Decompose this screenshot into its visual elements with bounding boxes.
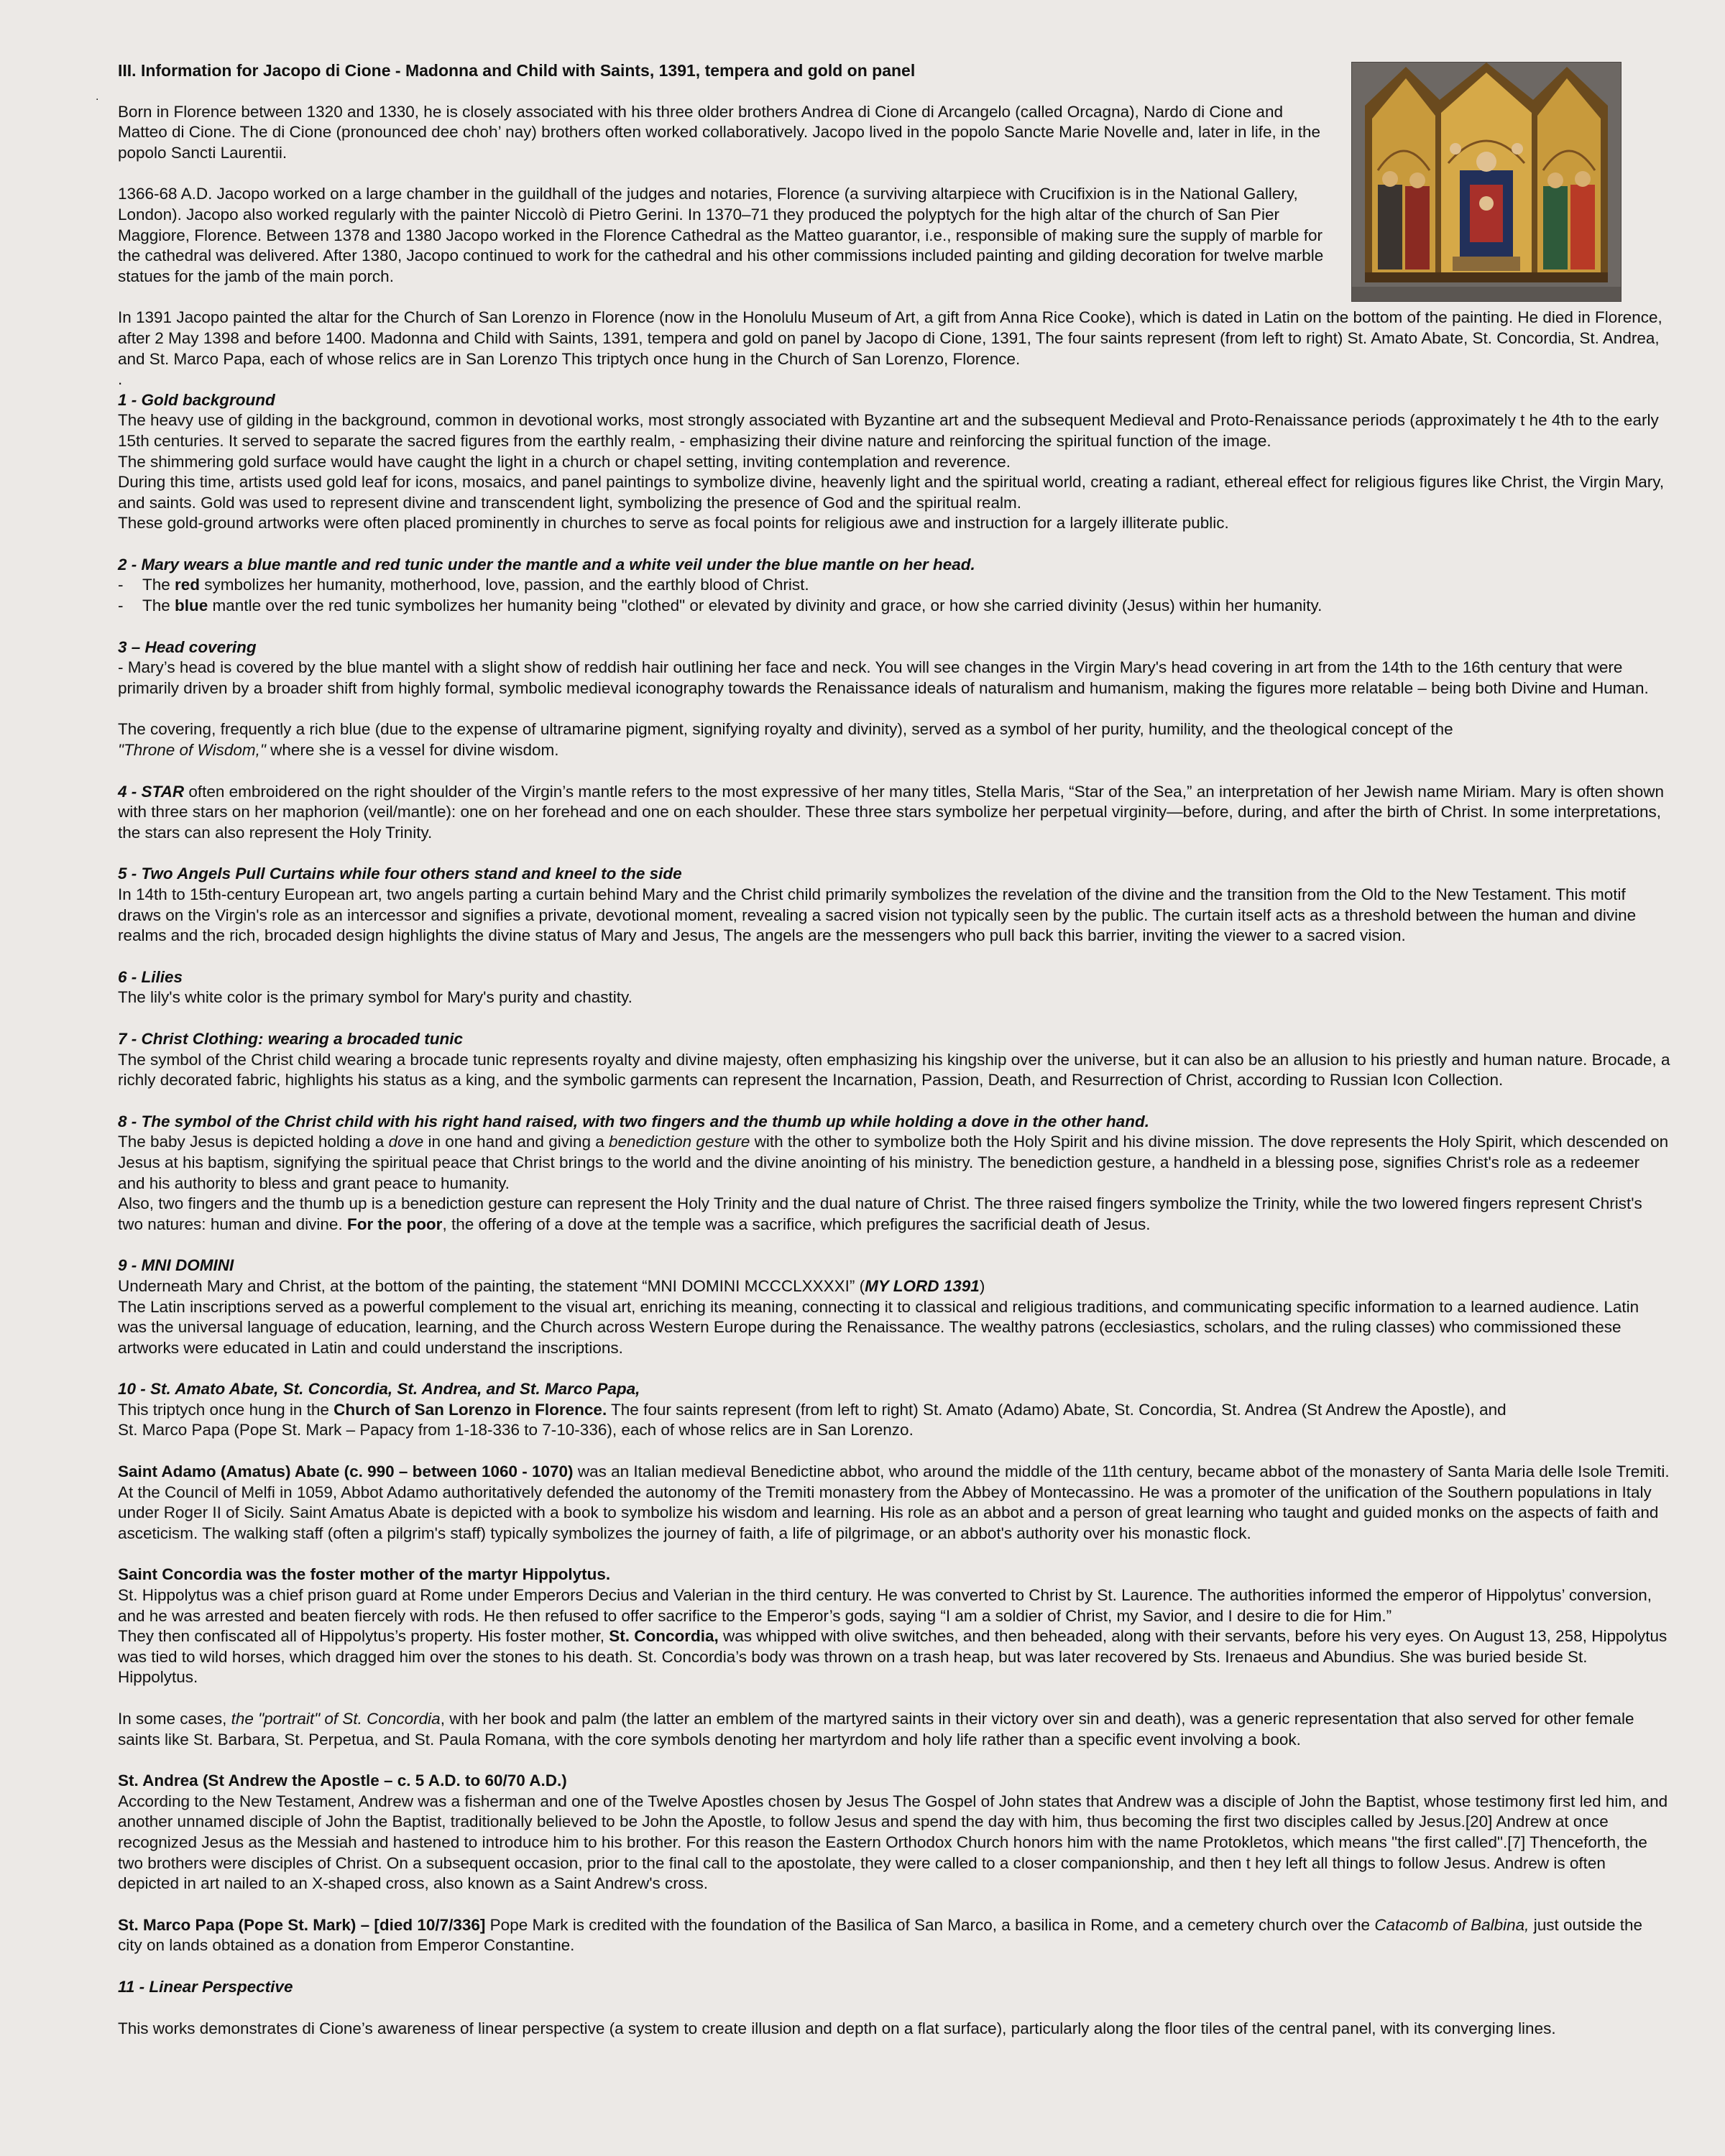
saint-adamo-paragraph: Saint Adamo (Amatus) Abate (c. 990 – between 1060 - 1070) was an Italian medieval Benedictine abbot, who around the middle of the 11th century, became abbot of the monastery of Santa Maria delle Isole Tremiti. At the Council of Melfi in 1059, Abbot Adamo authoritatively defended the autonomy of the Tremiti monastery from the Abbey of Montecassino. He was a promoter of the unification of the Southern populations in Italy under Roger II of Sicily. Saint Amatus Abate is depicted with a book to symbolize his wisdom and learning. His role as an abbot and a person of great learning who taught and guided monks on the aspects of faith and asceticism. The walking staff (often a pilgrim's staff) typically symbolizes the journey of faith, a life of pilgrimage, or an abbot's authority over his monastic flock. bbox=[118, 1462, 1670, 1542]
saint-concordia-heading: Saint Concordia was the foster mother of the martyr Hippolytus. bbox=[118, 1565, 611, 1584]
section-4-heading: 4 - STAR bbox=[118, 782, 185, 801]
list-dash: - bbox=[118, 596, 124, 615]
section-11-heading: 11 - Linear Perspective bbox=[118, 1977, 293, 1996]
section-10-text: St. Marco Papa (Pope St. Mark – Papacy from 1-18-336 to 7-10-336), each of whose relics are in San Lorenzo. bbox=[118, 1421, 914, 1439]
section-6-heading: 6 - Lilies bbox=[118, 967, 183, 986]
section-5-heading: 5 - Two Angels Pull Curtains while four others stand and kneel to the side bbox=[118, 865, 682, 883]
section-1-text: During this time, artists used gold leaf for icons, mosaics, and panel paintings to symbolize divine, heavenly light and the spiritual world, creating a radiant, ethereal effect for religious figures like Christ, the Virgin Mary, and saints. Gold was used to represent divine and transcendent light, symbolizing the presence of God and the spiritual realm. bbox=[118, 473, 1665, 512]
saint-concordia-text: In some cases, the "portrait" of St. Concordia, with her book and palm (the latter an emblem of the martyred saints in their victory over sin and death), was a generic representation that also served for other female saints like St. Barbara, St. Perpetua, and St. Paula Romana, with the core symbols denoting her martyrdom and holy life rather than a specific event involving a book. bbox=[118, 1710, 1634, 1749]
saint-marco-heading: St. Marco Papa (Pope St. Mark) – [died 10/7/336] bbox=[118, 1915, 486, 1934]
section-9-text: The Latin inscriptions served as a powerful complement to the visual art, enriching its meaning, connecting it to classical and religious traditions, and communicating specific information to a learned audience. Latin was the universal language of education, learning, and the Church across Western Europe during the Renaissance. The wealthy patrons (ecclesiastics, scholars, and the ruling classes) who commissioned these artworks were educated in Latin and could understand the inscriptions. bbox=[118, 1297, 1639, 1357]
section-8-heading: 8 - The symbol of the Christ child with his right hand raised, with two fingers and the thumb up while holding a dove in the other hand. bbox=[118, 1112, 1150, 1130]
section-4-text: 4 - STAR often embroidered on the right shoulder of the Virgin’s mantle refers to the most expressive of her many titles, Stella Maris, “Star of the Sea,” an interpretation of her Jewish name Miriam. Mary is often shown with three stars on her maphorion (veil/mantle): one on her forehead and one on each shoulder. These three stars symbolize her perpetual virginity—before, during, and after the birth of Christ. In some interpretations, the stars can also represent the Holy Trinity. bbox=[118, 782, 1664, 842]
stray-dot: . bbox=[96, 91, 99, 103]
section-10-text: This triptych once hung in the Church of San Lorenzo in Florence. The four saints represent (from left to right) St. Amato (Adamo) Abate, St. Concordia, St. Andrea (St Andrew the Apostle), and bbox=[118, 1400, 1506, 1419]
saint-concordia-text: They then confiscated all of Hippolytus’s property. His foster mother, St. Concordia, was whipped with olive switches, and then beheaded, along with their servants, before his very eyes. On August 13, 258, Hippolytus was tied to wild horses, which dragged him over the stones to his death. St. Concordia’s body was thrown on a trash heap, but was later recovered by Sts. Irenaeus and Abundius. She was buried beside St. Hippolytus. bbox=[118, 1627, 1668, 1687]
list-item: - The red symbolizes her humanity, motherhood, love, passion, and the earthly blood of Christ. bbox=[118, 575, 1670, 596]
saint-andrea-heading: St. Andrea (St Andrew the Apostle – c. 5 A.D. to 60/70 A.D.) bbox=[118, 1772, 567, 1790]
section-9-heading: 9 - MNI DOMINI bbox=[118, 1256, 234, 1275]
section-3-text: - Mary’s head is covered by the blue mantel with a slight show of reddish hair outlining her face and neck. You will see changes in the Virgin Mary's head covering in art from the 14th to the 16th century that were primarily driven by a broader shift from highly formal, symbolic medieval iconography towards the Renaissance ideals of naturalism and humanism, making the figures more relatable – being both Divine and Human. bbox=[118, 658, 1649, 697]
section-11-text: This works demonstrates di Cione’s awareness of linear perspective (a system to create illusion and depth on a flat surface), particularly along the floor tiles of the central panel, with its converging lines. bbox=[118, 2019, 1556, 2037]
intro-paragraph-2: 1366-68 A.D. Jacopo worked on a large chamber in the guildhall of the judges and notaries, Florence (a surviving altarpiece with Crucifixion is in the National Gallery, London). Jacopo also worked regularly with the painter Niccolò di Pietro Gerini. In 1370–71 they produced the polyptych for the high altar of the church of San Pier Maggiore, Florence. Between 1378 and 1380 Jacopo worked in the Florence Cathedral as the Matteo guarantor, i.e., responsible of making sure the supply of marble for the cathedral was delivered. After 1380, Jacopo continued to work for the cathedral and his other commissions included painting and gilding decoration for twelve marble statues for the jamb of the main porch. bbox=[118, 185, 1324, 285]
list-item: - The blue mantle over the red tunic symbolizes her humanity being "clothed" or elevated by divinity and grace, or how she carried divinity (Jesus) within her humanity. bbox=[118, 596, 1670, 617]
intro-paragraph-3: In 1391 Jacopo painted the altar for the Church of San Lorenzo in Florence (now in the Honolulu Museum of Art, a gift from Anna Rice Cooke), which is dated in Latin on the bottom of the painting. He died in Florence, after 2 May 1398 and before 1400. Madonna and Child with Saints, 1391, tempera and gold on panel by Jacopo di Cione, 1391, The four saints represent (from left to right) St. Amato Abate, St. Concordia, St. Andrea, and St. Marco Papa, each of whose relics are in San Lorenzo This triptych once hung in the Church of San Lorenzo, Florence. bbox=[118, 308, 1662, 368]
section-2-heading: 2 - Mary wears a blue mantle and red tunic under the mantle and a white veil under the blue mantle on her head. bbox=[118, 555, 975, 573]
section-8-text: The baby Jesus is depicted holding a dove in one hand and giving a benediction gesture with the other to symbolize both the Holy Spirit and his divine mission. The dove represents the Holy Spirit, which descended on Jesus at his baptism, signifying the spiritual peace that Christ brings to the world and the divine anointing of his ministry. The benediction gesture, a handheld in a blessing pose, signifies Christ's role as a redeemer and his authority to bless and grant peace to humanity. bbox=[118, 1133, 1669, 1192]
section-3-heading: 3 – Head covering bbox=[118, 637, 257, 656]
section-8-text: Also, two fingers and the thumb up is a benediction gesture can represent the Holy Trinity and the dual nature of Christ. The three raised fingers symbolize the Trinity, while the two lowered fingers represent Christ's two natures: human and divine. For the poor, the offering of a dove at the temple was a sacrifice, which prefigures the sacrificial death of Jesus. bbox=[118, 1194, 1642, 1233]
saint-concordia-text: St. Hippolytus was a chief prison guard at Rome under Emperors Decius and Valerian in the third century. He was converted to Christ by St. Laurence. The authorities informed the emperor of Hippolytus’ conversion, and he was arrested and beaten fiercely with rods. He then refused to offer sacrifice to the Emperor’s gods, saying “I am a soldier of Christ, my Savior, and I desire to die for Him.” bbox=[118, 1586, 1652, 1625]
saint-andrea-text: According to the New Testament, Andrew was a fisherman and one of the Twelve Apostles chosen by Jesus The Gospel of John states that Andrew was a disciple of John the Baptist, whose testimony first led him, and another unnamed disciple of John the Baptist, traditionally believed to be John the Apostle, to follow Jesus and spend the day with him, thus becoming the first two disciples called by Jesus.[20] Andrew at once recognized Jesus as the Messiah and hastened to introduce him to his brother. For this reason the Eastern Orthodox Church honors him with the name Protokletos, which means "the first called".[7] Thenceforth, the two brothers were disciples of Christ. On a subsequent occasion, prior to the final call to the apostolate, they were called to a closer companionship, and then t hey left all things to follow Jesus. Andrew is often depicted in art nailed to an X-shaped cross, also known as a Saint Andrew's cross. bbox=[118, 1792, 1668, 1893]
section-1-heading: 1 - Gold background bbox=[118, 390, 275, 409]
saint-marco-paragraph: St. Marco Papa (Pope St. Mark) – [died 10/7/336] Pope Mark is credited with the foundation of the Basilica of San Marco, a basilica in Rome, and a cemetery church over the Catacomb of Balbina, just outside the city on lands obtained as a donation from Emperor Constantine. bbox=[118, 1915, 1643, 1955]
saint-adamo-heading: Saint Adamo (Amatus) Abate (c. 990 – between 1060 - 1070) bbox=[118, 1462, 574, 1481]
section-5-text: In 14th to 15th-century European art, two angels parting a curtain behind Mary and the Christ child primarily symbolizes the revelation of the divine and the transition from the Old to the New Testament. This motif draws on the Virgin's role as an intercessor and signifies a private, devotional moment, revealing a sacred vision not typically seen by the public. The curtain itself acts as a threshold between the human and divine realms and the rich, brocaded design highlights the divine status of Mary and Jesus, The angels are the messengers who pull back this barrier, inviting the viewer to a sacred vision. bbox=[118, 885, 1637, 945]
section-7-heading: 7 - Christ Clothing: wearing a brocaded tunic bbox=[118, 1029, 464, 1048]
section-1-text: These gold-ground artworks were often placed prominently in churches to serve as focal points for religious awe and instruction for a largely illiterate public. bbox=[118, 514, 1229, 533]
section-7-text: The symbol of the Christ child wearing a brocade tunic represents royalty and divine majesty, often emphasizing his kingship over the universe, but it can also be an allusion to his priestly and human nature. Brocade, a richly decorated fabric, highlights his status as a king, and the symbolic garments can represent the Incarnation, Passion, Death, and Resurrection of Christ, according to Russian Icon Collection. bbox=[118, 1050, 1670, 1089]
intro-paragraph-1: Born in Florence between 1320 and 1330, he is closely associated with his three older brothers Andrea di Cione di Arcangelo (called Orcagna), Nardo di Cione and Matteo di Cione. The di Cione (pronounced dee choh’ nay) brothers often worked collaboratively. Jacopo lived in the popolo Sancte Marie Novelle and, later in life, in the popolo Sancti Laurentii. bbox=[118, 102, 1321, 162]
page-title: III. Information for Jacopo di Cione - Madonna and Child with Saints, 1391, tempera and gold on panel bbox=[118, 61, 916, 80]
list-dash: - bbox=[118, 576, 124, 594]
section-3-text: The covering, frequently a rich blue (due to the expense of ultramarine pigment, signifying royalty and divinity), served as a symbol of her purity, humility, and the theological concept of the "Throne of Wisdom," where she is a vessel for divine wisdom. bbox=[118, 720, 1453, 760]
intro-dot: . bbox=[118, 370, 123, 389]
section-1-text: The heavy use of gilding in the background, common in devotional works, most strongly associated with Byzantine art and the subsequent Medieval and Proto-Renaissance periods (approximately t he 4th to the early 15th centuries. It served to separate the sacred figures from the earthly realm, - emphasizing their divine nature and reinforcing the spiritual function of the image. bbox=[118, 411, 1659, 450]
section-1-text: The shimmering gold surface would have caught the light in a church or chapel setting, inviting contemplation and reverence. bbox=[118, 452, 1011, 471]
section-9-text: Underneath Mary and Christ, at the bottom of the painting, the statement “MNI DOMINI MCCCLXXXXI” (MY LORD 1391) bbox=[118, 1276, 985, 1295]
section-10-heading: 10 - St. Amato Abate, St. Concordia, St. Andrea, and St. Marco Papa, bbox=[118, 1380, 640, 1399]
section-6-text: The lily's white color is the primary symbol for Mary's purity and chastity. bbox=[118, 988, 632, 1007]
document-body bbox=[118, 60, 1670, 2039]
